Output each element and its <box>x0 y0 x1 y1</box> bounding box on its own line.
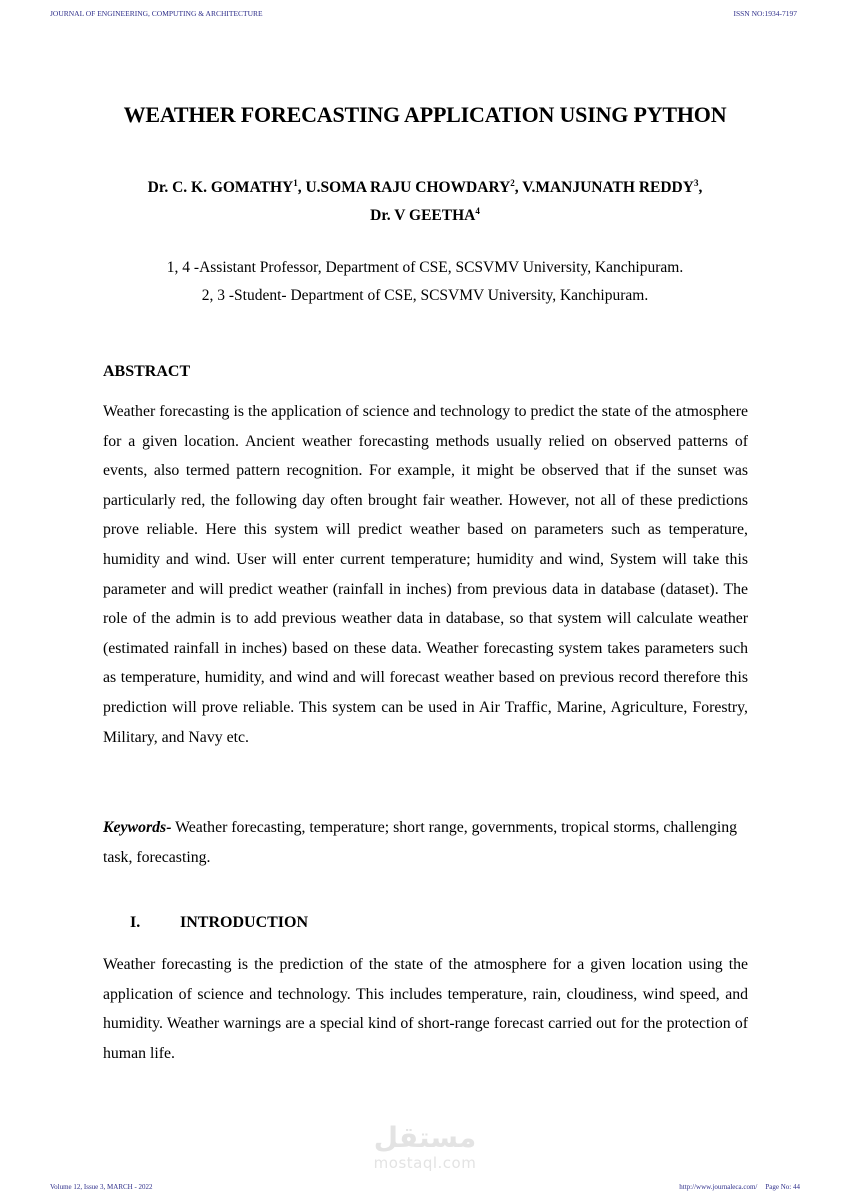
keywords-list: Weather forecasting, temperature; short range, governments, tropical storms, challenging task, forecasting. <box>103 819 738 866</box>
author-name: U.SOMA RAJU CHOWDARY <box>305 179 511 196</box>
section-title: INTRODUCTION <box>180 914 309 931</box>
issn-header: ISSN NO:1934-7197 <box>733 9 797 18</box>
author-name: V.MANJUNATH REDDY <box>522 179 694 196</box>
affiliation-line: 1, 4 -Assistant Professor, Department of CSE, SCSVMV University, Kanchipuram. <box>166 259 684 276</box>
author-name: Dr. V GEETHA <box>370 207 476 224</box>
author-affiliation-mark: 1 <box>293 178 298 188</box>
mostaql-watermark <box>370 1122 480 1172</box>
author-affiliation-mark: 4 <box>475 206 480 216</box>
keywords <box>103 813 748 872</box>
url-page-footer <box>671 1183 800 1191</box>
author-list: Dr. C. K. GOMATHY$^1$, U.SOMA RAJU CHOWDARY$^2$, V.MANJUNATH REDDY$^3$, Dr. V GEETHA$^4$ <box>147 178 703 224</box>
journal-name-header: JOURNAL OF ENGINEERING, COMPUTING & ARCHITECTURE <box>50 9 263 18</box>
section-heading-introduction <box>130 914 308 932</box>
abstract-body: Weather forecasting is the application of science and technology to predict the state of the atmosphere for a given location. Ancient weather forecasting methods usually relied on observed patterns of events, also termed pattern recognition. For example, it might be observed that if the sunset was particularly red, the following day often brought fair weather. However, not all of these predictions prove reliable. Here this system will predict weather based on parameters such as temperature, humidity and wind. User will enter current temperature; humidity and wind, System will take this parameter and will predict weather (rainfall in inches) from previous data in database (dataset). The role of the admin is to add previous weather data in database, so that system will calculate weather (estimated rainfall in inches) based on these data. Weather forecasting system takes parameters such as temperature, humidity, and wind and will forecast weather based on previous record therefore this prediction will prove reliable. This system can be used in Air Traffic, Marine, Agriculture, Forestry, Military, and Navy etc. <box>103 403 748 746</box>
abstract-heading: ABSTRACT <box>103 363 191 380</box>
affiliations <box>0 254 850 310</box>
watermark-arabic: مستقل <box>373 1121 477 1154</box>
volume-footer: Volume 12, Issue 3, MARCH - 2022 <box>50 1183 153 1191</box>
author-name: Dr. C. K. GOMATHY <box>147 179 294 196</box>
journal-url-link[interactable]: http://www.journaleca.com/ <box>679 1183 758 1191</box>
introduction-body: Weather forecasting is the prediction of the state of the atmosphere for a given location using the application of science and technology. This includes temperature, rain, cloudiness, wind speed, and humidity. Weather warnings are a special kind of short-range forecast carried out for the protection of human life. <box>103 956 748 1062</box>
author-affiliation-mark: 2 <box>510 178 515 188</box>
watermark-latin: mostaql.com <box>373 1154 477 1172</box>
paper-title: WEATHER FORECASTING APPLICATION USING PYTHON <box>123 102 727 127</box>
page-number: Page No: 44 <box>765 1183 800 1191</box>
keywords-label: Keywords- <box>103 819 172 836</box>
author-affiliation-mark: 3 <box>693 178 699 188</box>
section-number: I. <box>130 914 141 931</box>
affiliation-line: 2, 3 -Student- Department of CSE, SCSVMV University, Kanchipuram. <box>201 287 649 304</box>
